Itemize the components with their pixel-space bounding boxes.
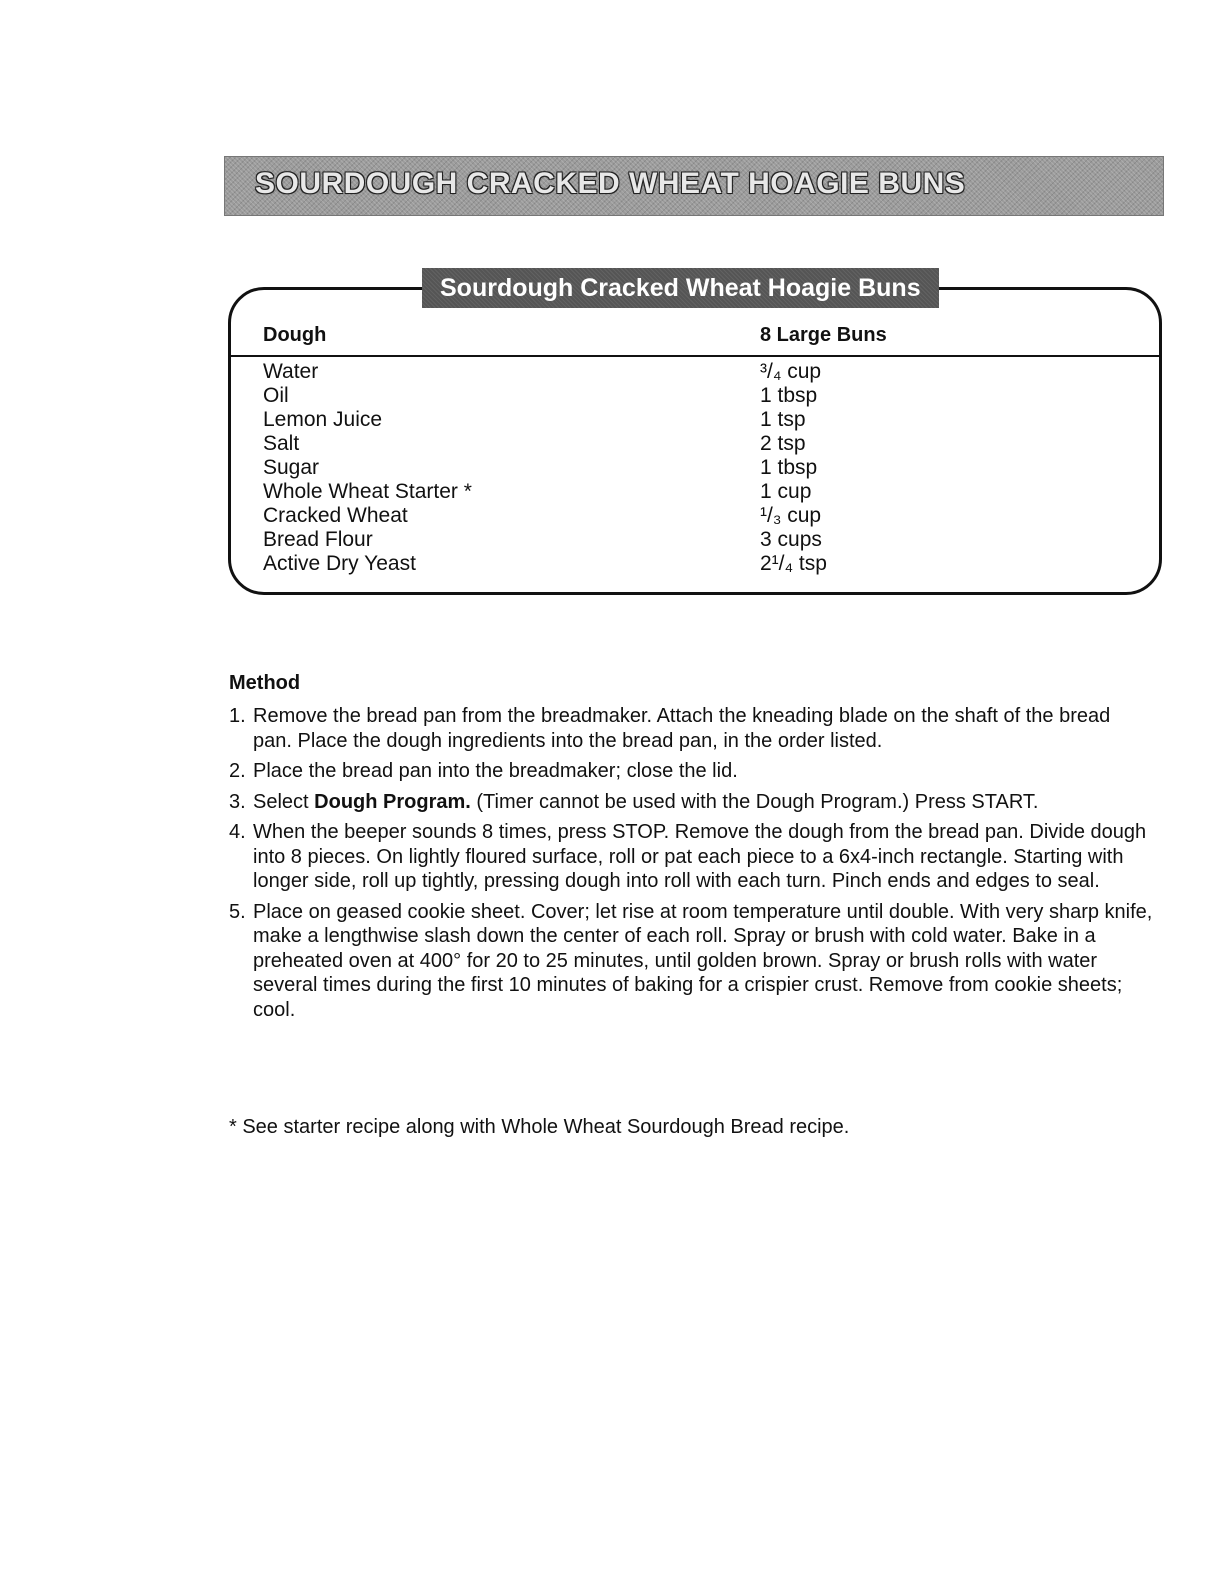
dough-column-header: Dough (263, 324, 327, 346)
ingredient-name: Bread Flour (263, 528, 373, 551)
ingredient-names (263, 360, 472, 576)
step-text-post: (Timer cannot be used with the Dough Program.) Press START. (470, 790, 1039, 813)
step-number: 4. (229, 821, 246, 843)
ingredient-amount: 3 cups (760, 528, 822, 551)
ingredient-name: Cracked Wheat (263, 504, 408, 527)
step-text: When the beeper sounds 8 times, press STOP. Remove the dough from the bread pan. Divide dough into 8 pieces. On lightly floured surface, roll or pat each piece to a 6x4-inch rectangle. Starting with longer side, roll up tightly, pressing dough into roll with each turn. Pinch ends and edges to seal. (253, 821, 1147, 892)
step-number: 1. (229, 705, 246, 727)
step-text: Place the bread pan into the breadmaker; close the lid. (253, 760, 738, 782)
title-banner (224, 156, 1164, 216)
ingredient-amount: 1 tsp (760, 408, 806, 431)
ingredient-name: Salt (263, 432, 300, 455)
step-text: Place on geased cookie sheet. Cover; let rise at room temperature until double. With very sharp knife, make a lengthwise slash down the center of each roll. Spray or brush with cold water. Bake in a preheated oven at 400° for 20 to 25 minutes, until golden brown. Spray or brush rolls with water several times during the first 10 minutes of baking for a crispier crust. Remove from cookie sheets; cool. (253, 900, 1153, 1021)
ingredient-amount: 1 tbsp (760, 456, 818, 479)
step-text: Remove the bread pan from the breadmaker. Attach the kneading blade on the shaft of the bread pan. Place the dough ingredients into the bread pan, in the order listed. (253, 705, 1111, 752)
ingredient-amounts (760, 360, 827, 576)
method-step (229, 820, 1154, 894)
ingredient-name: Sugar (263, 456, 320, 479)
ingredient-amount: ³/₄ cup (760, 360, 822, 383)
method-step (229, 790, 1154, 815)
ingredient-name: Oil (263, 384, 289, 407)
ingredient-amount: 2¹/₄ tsp (760, 552, 827, 575)
banner-title: SOURDOUGH CRACKED WHEAT HOAGIE BUNS (255, 167, 966, 200)
step-text-bold: Dough Program. (314, 790, 471, 813)
ingredient-name: Whole Wheat Starter * (263, 480, 472, 503)
step-number: 3. (229, 790, 246, 813)
step-number: 5. (229, 900, 246, 923)
ingredient-amount: ¹/₃ cup (760, 504, 822, 527)
method-steps (229, 704, 1154, 1028)
method-step (229, 900, 1154, 1023)
method-heading: Method (229, 672, 301, 694)
ingredient-amount: 1 tbsp (760, 384, 818, 407)
ingredient-name: Water (263, 360, 319, 383)
step-number: 2. (229, 760, 246, 782)
yield-column-header: 8 Large Buns (760, 324, 887, 346)
ingredient-name: Active Dry Yeast (263, 552, 416, 575)
ingredient-amount: 1 cup (760, 480, 812, 503)
recipe-box-title: Sourdough Cracked Wheat Hoagie Buns (422, 268, 939, 308)
header-divider (230, 355, 1160, 357)
method-step (229, 759, 1154, 784)
footnote: * See starter recipe along with Whole Wheat Sourdough Bread recipe. (229, 1116, 850, 1138)
method-step (229, 704, 1154, 753)
step-text-pre: Select (253, 790, 315, 813)
ingredient-amount: 2 tsp (760, 432, 806, 455)
ingredient-name: Lemon Juice (263, 408, 383, 431)
